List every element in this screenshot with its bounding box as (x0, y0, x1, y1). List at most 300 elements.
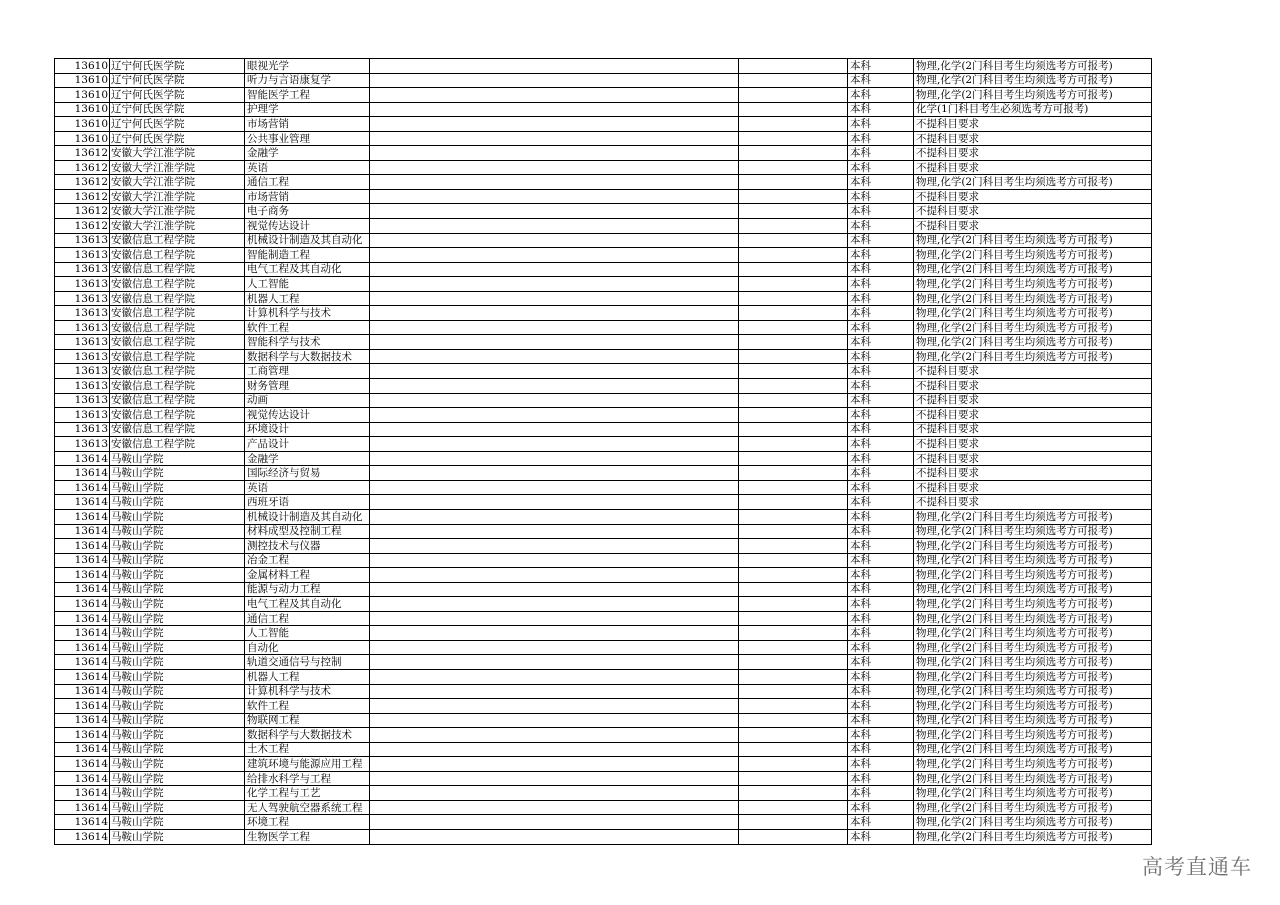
institution-code-cell: 13610 (55, 131, 110, 146)
major-name-cell: 财务管理 (245, 379, 370, 394)
institution-code-cell: 13614 (55, 655, 110, 670)
major-name-cell: 金融学 (245, 451, 370, 466)
notes-cell (370, 393, 739, 408)
level-cell: 本科 (848, 829, 914, 844)
table-row (55, 306, 1152, 321)
empty-cell (739, 88, 848, 103)
notes-cell (370, 277, 739, 292)
major-name-cell: 数据科学与大数据技术 (245, 349, 370, 364)
empty-cell (739, 277, 848, 292)
institution-code-cell: 13613 (55, 277, 110, 292)
empty-cell (739, 73, 848, 88)
institution-code-cell: 13614 (55, 451, 110, 466)
institution-code-cell: 13614 (55, 597, 110, 612)
institution-name-cell: 辽宁何氏医学院 (110, 102, 245, 117)
empty-cell (739, 713, 848, 728)
institution-name-cell: 马鞍山学院 (110, 611, 245, 626)
major-name-cell: 材料成型及控制工程 (245, 524, 370, 539)
institution-name-cell: 安徽大学江淮学院 (110, 204, 245, 219)
requirement-cell: 不提科目要求 (914, 393, 1152, 408)
requirement-cell: 不提科目要求 (914, 495, 1152, 510)
major-name-cell: 轨道交通信号与控制 (245, 655, 370, 670)
level-cell: 本科 (848, 408, 914, 423)
level-cell: 本科 (848, 669, 914, 684)
notes-cell (370, 495, 739, 510)
major-name-cell: 电气工程及其自动化 (245, 262, 370, 277)
notes-cell (370, 757, 739, 772)
major-name-cell: 计算机科学与技术 (245, 306, 370, 321)
requirement-cell: 不提科目要求 (914, 466, 1152, 481)
requirement-cell: 不提科目要求 (914, 480, 1152, 495)
major-name-cell: 金属材料工程 (245, 568, 370, 583)
major-name-cell: 视觉传达设计 (245, 408, 370, 423)
institution-name-cell: 安徽信息工程学院 (110, 379, 245, 394)
level-cell: 本科 (848, 277, 914, 292)
institution-name-cell: 安徽大学江淮学院 (110, 160, 245, 175)
requirement-cell: 不提科目要求 (914, 131, 1152, 146)
empty-cell (739, 349, 848, 364)
requirement-cell: 不提科目要求 (914, 379, 1152, 394)
table-row (55, 655, 1152, 670)
empty-cell (739, 233, 848, 248)
institution-name-cell: 安徽大学江淮学院 (110, 189, 245, 204)
major-name-cell: 英语 (245, 480, 370, 495)
requirement-cell: 物理,化学(2门科目考生均须选考方可报考) (914, 262, 1152, 277)
empty-cell (739, 117, 848, 132)
table-row (55, 539, 1152, 554)
institution-code-cell: 13614 (55, 742, 110, 757)
institution-name-cell: 安徽信息工程学院 (110, 422, 245, 437)
table-row (55, 466, 1152, 481)
level-cell: 本科 (848, 524, 914, 539)
major-name-cell: 冶金工程 (245, 553, 370, 568)
empty-cell (739, 669, 848, 684)
major-name-cell: 化学工程与工艺 (245, 786, 370, 801)
institution-code-cell: 13614 (55, 829, 110, 844)
notes-cell (370, 131, 739, 146)
level-cell: 本科 (848, 466, 914, 481)
notes-cell (370, 553, 739, 568)
institution-code-cell: 13613 (55, 306, 110, 321)
requirement-cell: 物理,化学(2门科目考生均须选考方可报考) (914, 524, 1152, 539)
notes-cell (370, 829, 739, 844)
level-cell: 本科 (848, 699, 914, 714)
major-name-cell: 电气工程及其自动化 (245, 597, 370, 612)
table-row (55, 262, 1152, 277)
notes-cell (370, 669, 739, 684)
requirement-cell: 不提科目要求 (914, 117, 1152, 132)
notes-cell (370, 189, 739, 204)
requirement-cell: 物理,化学(2门科目考生均须选考方可报考) (914, 248, 1152, 263)
institution-name-cell: 安徽信息工程学院 (110, 277, 245, 292)
institution-code-cell: 13613 (55, 393, 110, 408)
institution-name-cell: 辽宁何氏医学院 (110, 88, 245, 103)
requirement-cell: 物理,化学(2门科目考生均须选考方可报考) (914, 175, 1152, 190)
table-row (55, 684, 1152, 699)
empty-cell (739, 262, 848, 277)
table-row (55, 102, 1152, 117)
major-name-cell: 计算机科学与技术 (245, 684, 370, 699)
major-name-cell: 软件工程 (245, 320, 370, 335)
requirement-cell: 物理,化学(2门科目考生均须选考方可报考) (914, 349, 1152, 364)
institution-name-cell: 安徽信息工程学院 (110, 437, 245, 452)
notes-cell (370, 582, 739, 597)
empty-cell (739, 437, 848, 452)
institution-name-cell: 安徽大学江淮学院 (110, 219, 245, 234)
institution-name-cell: 辽宁何氏医学院 (110, 117, 245, 132)
institution-name-cell: 马鞍山学院 (110, 539, 245, 554)
level-cell: 本科 (848, 480, 914, 495)
major-name-cell: 护理学 (245, 102, 370, 117)
requirement-cell: 物理,化学(2门科目考生均须选考方可报考) (914, 626, 1152, 641)
empty-cell (739, 189, 848, 204)
institution-code-cell: 13613 (55, 364, 110, 379)
requirement-cell: 不提科目要求 (914, 422, 1152, 437)
institution-code-cell: 13614 (55, 815, 110, 830)
table-row (55, 640, 1152, 655)
table-row (55, 699, 1152, 714)
subject-requirements-table (54, 58, 1152, 845)
institution-code-cell: 13612 (55, 146, 110, 161)
table-row (55, 379, 1152, 394)
major-name-cell: 人工智能 (245, 626, 370, 641)
level-cell: 本科 (848, 611, 914, 626)
major-name-cell: 机器人工程 (245, 291, 370, 306)
notes-cell (370, 73, 739, 88)
institution-code-cell: 13614 (55, 640, 110, 655)
requirement-cell: 物理,化学(2门科目考生均须选考方可报考) (914, 699, 1152, 714)
major-name-cell: 通信工程 (245, 611, 370, 626)
table-row (55, 364, 1152, 379)
level-cell: 本科 (848, 800, 914, 815)
table-row (55, 582, 1152, 597)
institution-code-cell: 13614 (55, 757, 110, 772)
institution-code-cell: 13610 (55, 88, 110, 103)
institution-name-cell: 安徽信息工程学院 (110, 393, 245, 408)
requirement-cell: 物理,化学(2门科目考生均须选考方可报考) (914, 568, 1152, 583)
notes-cell (370, 117, 739, 132)
institution-name-cell: 马鞍山学院 (110, 597, 245, 612)
level-cell: 本科 (848, 771, 914, 786)
major-name-cell: 市场营销 (245, 117, 370, 132)
table-row (55, 349, 1152, 364)
notes-cell (370, 408, 739, 423)
institution-code-cell: 13613 (55, 379, 110, 394)
institution-name-cell: 安徽信息工程学院 (110, 320, 245, 335)
institution-code-cell: 13613 (55, 291, 110, 306)
empty-cell (739, 146, 848, 161)
notes-cell (370, 204, 739, 219)
requirement-cell: 物理,化学(2门科目考生均须选考方可报考) (914, 88, 1152, 103)
empty-cell (739, 640, 848, 655)
institution-code-cell: 13614 (55, 771, 110, 786)
requirement-cell: 物理,化学(2门科目考生均须选考方可报考) (914, 539, 1152, 554)
level-cell: 本科 (848, 59, 914, 74)
empty-cell (739, 451, 848, 466)
institution-name-cell: 安徽信息工程学院 (110, 364, 245, 379)
requirement-cell: 物理,化学(2门科目考生均须选考方可报考) (914, 277, 1152, 292)
institution-code-cell: 13612 (55, 160, 110, 175)
institution-code-cell: 13614 (55, 669, 110, 684)
major-name-cell: 眼视光学 (245, 59, 370, 74)
empty-cell (739, 320, 848, 335)
requirement-cell: 物理,化学(2门科目考生均须选考方可报考) (914, 713, 1152, 728)
table-row (55, 277, 1152, 292)
major-name-cell: 机械设计制造及其自动化 (245, 509, 370, 524)
empty-cell (739, 509, 848, 524)
institution-name-cell: 安徽信息工程学院 (110, 233, 245, 248)
major-name-cell: 西班牙语 (245, 495, 370, 510)
notes-cell (370, 640, 739, 655)
requirement-cell: 物理,化学(2门科目考生均须选考方可报考) (914, 335, 1152, 350)
institution-name-cell: 马鞍山学院 (110, 757, 245, 772)
institution-code-cell: 13614 (55, 684, 110, 699)
level-cell: 本科 (848, 88, 914, 103)
institution-name-cell: 马鞍山学院 (110, 655, 245, 670)
table-row (55, 451, 1152, 466)
institution-name-cell: 马鞍山学院 (110, 582, 245, 597)
major-name-cell: 产品设计 (245, 437, 370, 452)
notes-cell (370, 655, 739, 670)
notes-cell (370, 524, 739, 539)
institution-name-cell: 马鞍山学院 (110, 713, 245, 728)
table-row (55, 553, 1152, 568)
notes-cell (370, 160, 739, 175)
table-row (55, 219, 1152, 234)
table-row (55, 742, 1152, 757)
watermark-text: 高考直通车 (1142, 855, 1252, 879)
empty-cell (739, 655, 848, 670)
requirement-cell: 物理,化学(2门科目考生均须选考方可报考) (914, 800, 1152, 815)
major-name-cell: 视觉传达设计 (245, 219, 370, 234)
requirement-cell: 物理,化学(2门科目考生均须选考方可报考) (914, 320, 1152, 335)
table-row (55, 59, 1152, 74)
table-row (55, 422, 1152, 437)
requirement-cell: 物理,化学(2门科目考生均须选考方可报考) (914, 233, 1152, 248)
requirement-cell: 物理,化学(2门科目考生均须选考方可报考) (914, 640, 1152, 655)
requirement-cell: 物理,化学(2门科目考生均须选考方可报考) (914, 509, 1152, 524)
notes-cell (370, 364, 739, 379)
level-cell: 本科 (848, 742, 914, 757)
notes-cell (370, 379, 739, 394)
table-row (55, 815, 1152, 830)
level-cell: 本科 (848, 568, 914, 583)
table-row (55, 829, 1152, 844)
empty-cell (739, 757, 848, 772)
institution-code-cell: 13614 (55, 509, 110, 524)
table-row (55, 495, 1152, 510)
institution-name-cell: 马鞍山学院 (110, 728, 245, 743)
major-name-cell: 软件工程 (245, 699, 370, 714)
institution-code-cell: 13610 (55, 102, 110, 117)
major-name-cell: 环境设计 (245, 422, 370, 437)
institution-name-cell: 马鞍山学院 (110, 815, 245, 830)
level-cell: 本科 (848, 233, 914, 248)
institution-code-cell: 13614 (55, 611, 110, 626)
notes-cell (370, 146, 739, 161)
institution-name-cell: 马鞍山学院 (110, 699, 245, 714)
level-cell: 本科 (848, 786, 914, 801)
empty-cell (739, 335, 848, 350)
empty-cell (739, 495, 848, 510)
major-name-cell: 建筑环境与能源应用工程 (245, 757, 370, 772)
notes-cell (370, 509, 739, 524)
level-cell: 本科 (848, 117, 914, 132)
notes-cell (370, 597, 739, 612)
table-row (55, 611, 1152, 626)
requirement-cell: 不提科目要求 (914, 364, 1152, 379)
major-name-cell: 动画 (245, 393, 370, 408)
empty-cell (739, 684, 848, 699)
requirement-cell: 化学(1门科目考生必须选考方可报考) (914, 102, 1152, 117)
level-cell: 本科 (848, 189, 914, 204)
notes-cell (370, 786, 739, 801)
level-cell: 本科 (848, 73, 914, 88)
table-row (55, 524, 1152, 539)
institution-name-cell: 辽宁何氏医学院 (110, 131, 245, 146)
institution-name-cell: 马鞍山学院 (110, 509, 245, 524)
level-cell: 本科 (848, 146, 914, 161)
table-row (55, 669, 1152, 684)
empty-cell (739, 59, 848, 74)
table-row (55, 757, 1152, 772)
level-cell: 本科 (848, 320, 914, 335)
institution-code-cell: 13612 (55, 204, 110, 219)
level-cell: 本科 (848, 757, 914, 772)
major-name-cell: 生物医学工程 (245, 829, 370, 844)
table-body (55, 59, 1152, 845)
requirement-cell: 物理,化学(2门科目考生均须选考方可报考) (914, 582, 1152, 597)
level-cell: 本科 (848, 655, 914, 670)
notes-cell (370, 568, 739, 583)
major-name-cell: 机械设计制造及其自动化 (245, 233, 370, 248)
level-cell: 本科 (848, 597, 914, 612)
requirement-cell: 物理,化学(2门科目考生均须选考方可报考) (914, 306, 1152, 321)
notes-cell (370, 480, 739, 495)
empty-cell (739, 160, 848, 175)
institution-code-cell: 13614 (55, 699, 110, 714)
empty-cell (739, 699, 848, 714)
level-cell: 本科 (848, 582, 914, 597)
notes-cell (370, 349, 739, 364)
empty-cell (739, 466, 848, 481)
institution-name-cell: 安徽信息工程学院 (110, 349, 245, 364)
institution-name-cell: 安徽大学江淮学院 (110, 175, 245, 190)
table-row (55, 175, 1152, 190)
table-row (55, 189, 1152, 204)
notes-cell (370, 335, 739, 350)
institution-name-cell: 马鞍山学院 (110, 568, 245, 583)
notes-cell (370, 742, 739, 757)
notes-cell (370, 320, 739, 335)
level-cell: 本科 (848, 640, 914, 655)
table-row (55, 320, 1152, 335)
empty-cell (739, 553, 848, 568)
empty-cell (739, 379, 848, 394)
level-cell: 本科 (848, 306, 914, 321)
requirement-cell: 物理,化学(2门科目考生均须选考方可报考) (914, 786, 1152, 801)
institution-code-cell: 13614 (55, 626, 110, 641)
major-name-cell: 环境工程 (245, 815, 370, 830)
table-row (55, 509, 1152, 524)
requirement-cell: 物理,化学(2门科目考生均须选考方可报考) (914, 684, 1152, 699)
notes-cell (370, 539, 739, 554)
table-row (55, 73, 1152, 88)
level-cell: 本科 (848, 175, 914, 190)
notes-cell (370, 233, 739, 248)
requirement-cell: 物理,化学(2门科目考生均须选考方可报考) (914, 291, 1152, 306)
major-name-cell: 智能科学与技术 (245, 335, 370, 350)
institution-name-cell: 马鞍山学院 (110, 684, 245, 699)
requirement-cell: 不提科目要求 (914, 160, 1152, 175)
table-row (55, 117, 1152, 132)
major-name-cell: 金融学 (245, 146, 370, 161)
empty-cell (739, 611, 848, 626)
notes-cell (370, 262, 739, 277)
institution-code-cell: 13610 (55, 59, 110, 74)
major-name-cell: 国际经济与贸易 (245, 466, 370, 481)
institution-code-cell: 13613 (55, 233, 110, 248)
institution-name-cell: 马鞍山学院 (110, 742, 245, 757)
institution-code-cell: 13614 (55, 539, 110, 554)
table-row (55, 568, 1152, 583)
institution-name-cell: 辽宁何氏医学院 (110, 59, 245, 74)
major-name-cell: 自动化 (245, 640, 370, 655)
institution-code-cell: 13614 (55, 524, 110, 539)
institution-name-cell: 马鞍山学院 (110, 626, 245, 641)
empty-cell (739, 524, 848, 539)
institution-code-cell: 13614 (55, 466, 110, 481)
table-row (55, 88, 1152, 103)
level-cell: 本科 (848, 349, 914, 364)
notes-cell (370, 422, 739, 437)
level-cell: 本科 (848, 728, 914, 743)
requirement-cell: 不提科目要求 (914, 451, 1152, 466)
level-cell: 本科 (848, 102, 914, 117)
institution-name-cell: 马鞍山学院 (110, 466, 245, 481)
empty-cell (739, 204, 848, 219)
notes-cell (370, 88, 739, 103)
institution-name-cell: 马鞍山学院 (110, 480, 245, 495)
institution-code-cell: 13610 (55, 117, 110, 132)
institution-name-cell: 安徽信息工程学院 (110, 335, 245, 350)
level-cell: 本科 (848, 713, 914, 728)
notes-cell (370, 466, 739, 481)
level-cell: 本科 (848, 553, 914, 568)
institution-name-cell: 安徽信息工程学院 (110, 291, 245, 306)
major-name-cell: 无人驾驶航空器系统工程 (245, 800, 370, 815)
major-name-cell: 电子商务 (245, 204, 370, 219)
table-row (55, 626, 1152, 641)
institution-name-cell: 安徽信息工程学院 (110, 262, 245, 277)
requirement-cell: 物理,化学(2门科目考生均须选考方可报考) (914, 59, 1152, 74)
requirement-cell: 物理,化学(2门科目考生均须选考方可报考) (914, 73, 1152, 88)
empty-cell (739, 248, 848, 263)
major-name-cell: 能源与动力工程 (245, 582, 370, 597)
institution-name-cell: 马鞍山学院 (110, 829, 245, 844)
empty-cell (739, 364, 848, 379)
notes-cell (370, 684, 739, 699)
level-cell: 本科 (848, 393, 914, 408)
empty-cell (739, 597, 848, 612)
institution-code-cell: 13613 (55, 422, 110, 437)
table-row (55, 408, 1152, 423)
requirement-cell: 不提科目要求 (914, 437, 1152, 452)
table-row (55, 131, 1152, 146)
institution-name-cell: 安徽大学江淮学院 (110, 146, 245, 161)
table-row (55, 393, 1152, 408)
notes-cell (370, 728, 739, 743)
